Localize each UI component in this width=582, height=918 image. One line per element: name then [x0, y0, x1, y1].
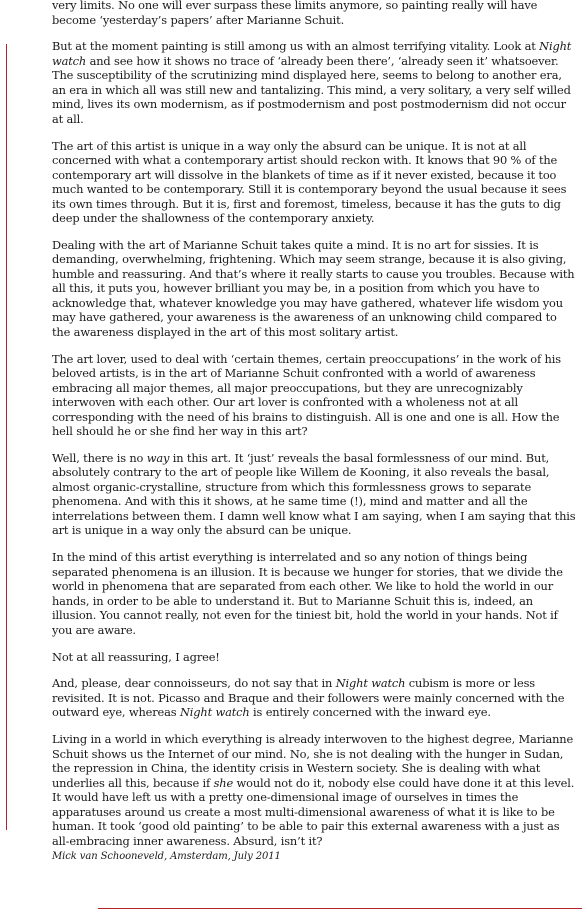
article-body — [52, 0, 576, 860]
italic-phrase: way — [146, 450, 170, 465]
author-signature: Mick van Schooneveld, Amsterdam, July 2011 — [52, 851, 281, 862]
paragraph — [52, 732, 576, 848]
text-run: Not at all reassuring, I agree! — [52, 649, 220, 664]
text-run: Dealing with the art of Marianne Schuit takes quite a mind. It is no art for sissies. It is demanding, overwhelming, frightening. Which may seem strange, because it is also giving, humble and reassuring. And that’s where it really starts to cause you troubles. Because with all this, it puts you, however brilliant you may be, in a position from which you have to acknowledge that, whatever knowledge you may have gathered, whatever life wisdom you may have gathered, your awareness is the awareness of an unknowing child compared to the awareness displayed in the art of this most solitary artist. — [52, 237, 575, 339]
paragraph — [52, 650, 576, 665]
paragraph — [52, 451, 576, 538]
left-margin-rule — [6, 44, 7, 830]
text-run: And, please, dear connoisseurs, do not say that in — [52, 676, 336, 691]
paragraph — [52, 0, 576, 27]
italic-phrase: Night watch — [335, 676, 406, 691]
text-run: is entirely concerned with the inward eye. — [249, 705, 491, 720]
italic-phrase: Night watch — [52, 39, 572, 68]
paragraph — [52, 238, 576, 340]
text-run: But at the moment painting is still among us with an almost terrifying vitality. Look at — [52, 39, 540, 54]
text-run: The art lover, used to deal with ‘certain themes, certain preoccupations’ in the work of his beloved artists, is in the art of Marianne Schuit confronted with a world of awareness embracing all major themes, all major preoccupations, but they are unrecognizably interwoven with each other. Our art lover is confronted with a wholeness not at all corresponding with the need of his brains to distinguish. All is one and one is all. How the hell should he or she find her way in this art? — [52, 351, 561, 439]
text-run: cubism is more or less revisited. It is not. Picasso and Braque and their followers were mainly concerned with the outward eye, whereas — [52, 676, 565, 720]
paragraph — [52, 39, 576, 126]
text-run: very limits. No one will ever surpass these limits anymore, so painting really will have become ‘yesterday’s papers’ after Marianne Schuit. — [52, 0, 538, 27]
text-run: and see how it shows no trace of ‘already been there’, ‘already seen it’ whatsoever. The susceptibility of the scrutinizing mind displayed here, seems to belong to another era, an era in which all was still new and tantalizing. This mind, a very solitary, a very self willed mind, lives its own modernism, as if postmodernism and post postmodernism did not occur at all. — [52, 53, 571, 126]
text-run: Well, there is no — [52, 450, 147, 465]
text-run: in this art. It ‘just’ reveals the basal formlessness of our mind. But, absolutely contrary to the art of people like Willem de Kooning, it also reveals the basal, almost organic-crystalline, structure from which this formlessness grows to separate phenomena. And with this it shows, at he same time (!), mind and matter and all the interrelations between them. I damn well know what I am saying, when I am saying that this art is unique in a way only the absurd can be unique. — [52, 450, 576, 538]
paragraph — [52, 676, 576, 720]
text-run: Living in a world in which everything is already interwoven to the highest degree, Marianne Schuit shows us the Internet of our mind. No, she is not dealing with the hunger in Sudan, the repression in China, the identity crisis in Western society. She is dealing with what underlies all this, because if — [52, 732, 574, 790]
text-run: In the mind of this artist everything is interrelated and so any notion of things being separated phenomena is an illusion. It is because we hunger for stories, that we divide the world in phenomena that are separated from each other. We like to hold the world in our hands, in order to be able to understand it. But to Marianne Schuit this is, indeed, an illusion. You cannot really, not even for the tiniest bit, hold the world in your hands. Not if you are aware. — [52, 550, 563, 637]
italic-phrase: she — [213, 775, 234, 790]
text-run: would not do it, nobody else could have done it at this level. It would have left us with a pretty one-dimensional image of ourselves in times the apparatuses around us create a most multi-dimensional awareness of what it is like to be human. It took ‘good old painting’ to be able to pair this external awareness with a just as all-embracing inner awareness. Absurd, isn’t it? — [52, 775, 575, 848]
paragraph — [52, 550, 576, 637]
text-run: The art of this artist is unique in a way only the absurd can be unique. It is not at all concerned with what a contemporary artist should reckon with. It knows that 90 % of the contemporary art will dissolve in the blankets of time as if it never existed, because it too much wanted to be contemporary. Still it is contemporary beyond the usual because it sees its own times through. But it is, first and foremost, timeless, because it has the guts to dig deep under the shallowness of the contemporary anxiety. — [52, 138, 567, 226]
italic-phrase: Night watch — [179, 705, 250, 720]
paragraph — [52, 352, 576, 439]
bottom-rule — [98, 908, 582, 909]
paragraph — [52, 139, 576, 226]
